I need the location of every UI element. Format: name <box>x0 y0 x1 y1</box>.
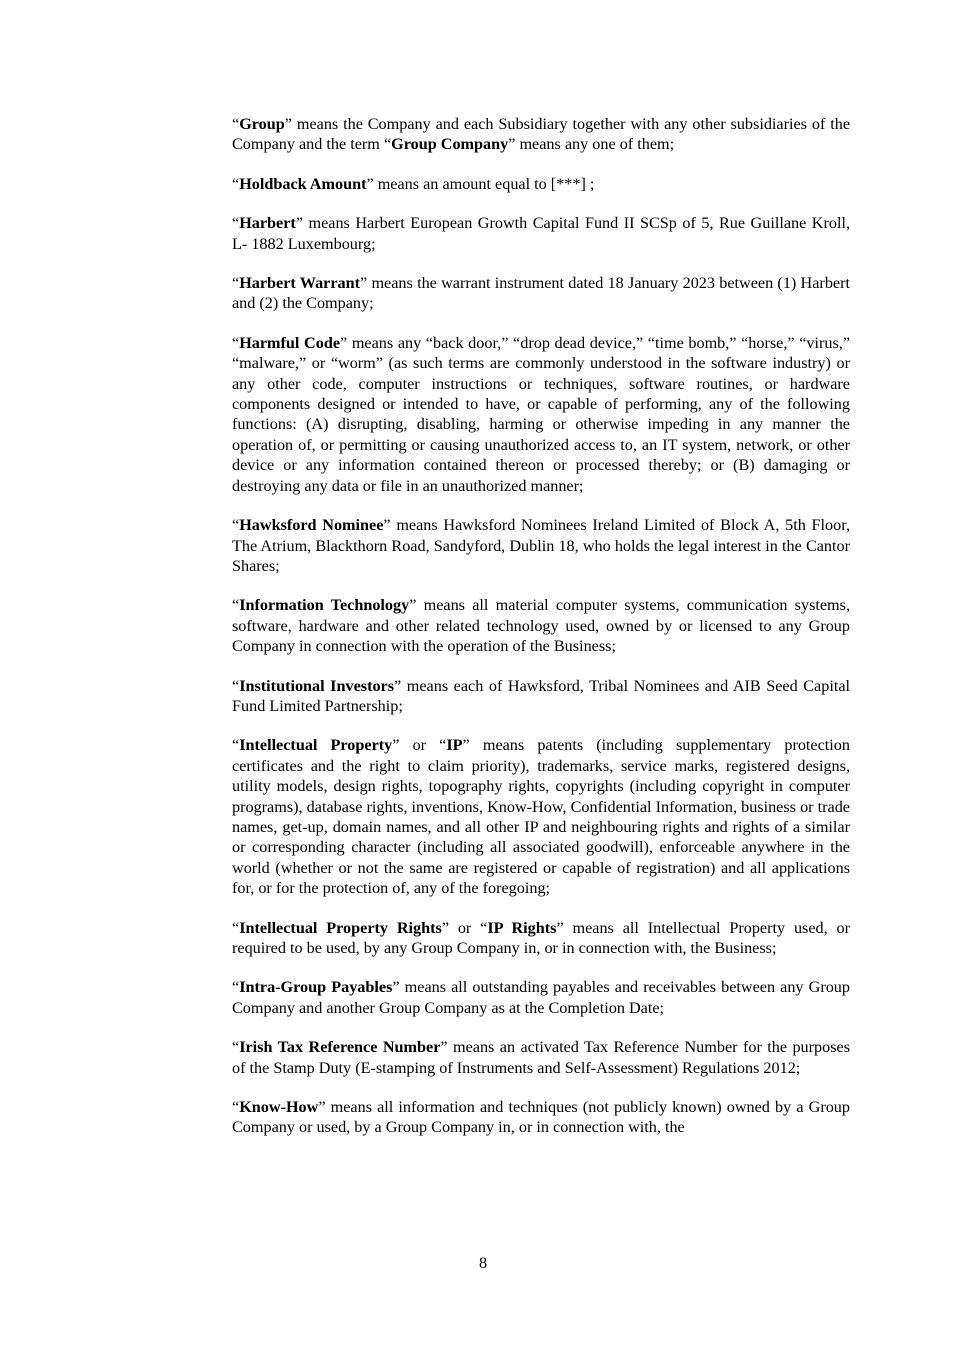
defined-term: Hawksford Nominee <box>239 516 384 535</box>
definition-text: “ <box>232 274 240 293</box>
definition-paragraph <box>232 213 850 254</box>
definition-paragraph <box>232 174 850 194</box>
defined-term: Harbert Warrant <box>239 274 361 293</box>
definition-text: ” means all outstanding payables and receivables between any Group Company and another Group Company as at the Completion Date; <box>232 978 850 1017</box>
definition-text: ” means the warrant instrument dated 18 January 2023 between (1) Harbert and (2) the Company; <box>232 274 850 313</box>
definition-paragraph <box>232 676 850 717</box>
definition-text: ” means any one of them; <box>508 135 675 154</box>
defined-term: IP Rights <box>487 918 557 937</box>
definition-text: “ <box>232 978 240 997</box>
defined-term: Information Technology <box>239 596 410 615</box>
defined-term: Holdback Amount <box>239 174 367 193</box>
definition-paragraph <box>232 1037 850 1078</box>
definition-paragraph <box>232 595 850 656</box>
definition-text: “ <box>232 516 240 535</box>
definition-paragraph <box>232 273 850 314</box>
definition-text: “ <box>232 115 240 133</box>
definition-text: ” or “ <box>392 736 447 755</box>
definition-text: “ <box>232 918 240 937</box>
definition-text: “ <box>232 333 240 352</box>
defined-term: Harbert <box>239 214 296 233</box>
definition-text: “ <box>232 596 240 615</box>
definition-text: “ <box>232 174 240 193</box>
definition-paragraph <box>232 977 850 1018</box>
definition-text: ” means Harbert European Growth Capital Fund II SCSp of 5, Rue Guillane Kroll, L- 1882 Luxembourg; <box>232 214 850 253</box>
defined-term: Group <box>239 115 285 133</box>
defined-term: Know-How <box>239 1098 319 1117</box>
definition-text: ” means patents (including supplementary protection certificates and the right to claim priority), trademarks, service marks, registered designs, utility models, design rights, topography rights, copyrights (including copyright in computer programs), database rights, inventions, Know-How, Confidential Information, business or trade names, get-up, domain names, and all other IP and neighbouring rights and rights of a similar or corresponding character (including all associated goodwill), enforceable anywhere in the world (whether or not the same are registered or capable of registration) and all applications for, or for the protection of, any of the foregoing; <box>232 736 850 898</box>
definition-text: “ <box>232 676 240 695</box>
definition-text: “ <box>232 214 240 233</box>
definition-paragraph <box>232 114 850 155</box>
defined-term: Intellectual Property <box>239 736 393 755</box>
definition-text: ” or “ <box>441 918 488 937</box>
definition-text: “ <box>232 1098 240 1117</box>
defined-term: Intra-Group Payables <box>239 978 393 997</box>
defined-term: IP <box>446 736 463 755</box>
definition-text: ” means all information and techniques (not publicly known) owned by a Group Company or used, by a Group Company in, or in connection with, the <box>232 1098 850 1137</box>
definition-text: ” means all Intellectual Property used, or required to be used, by any Group Company in, or in connection with, the Business; <box>232 918 850 957</box>
definition-paragraph <box>232 1097 850 1138</box>
definition-text: ” means all material computer systems, communication systems, software, hardware and other related technology used, owned by or licensed to any Group Company in connection with the operation of the Business; <box>232 596 850 656</box>
definition-text: “ <box>232 1038 240 1057</box>
definition-paragraph <box>232 918 850 959</box>
definition-paragraph <box>232 515 850 576</box>
defined-term: Irish Tax Reference Number <box>239 1038 441 1057</box>
defined-term: Intellectual Property Rights <box>239 918 442 937</box>
defined-term: Harmful Code <box>239 333 341 352</box>
definition-text: “ <box>232 736 240 755</box>
definition-text: ” means each of Hawksford, Tribal Nominees and AIB Seed Capital Fund Limited Partnership; <box>232 676 851 715</box>
defined-term: Institutional Investors <box>239 676 395 695</box>
definition-paragraph <box>232 735 850 898</box>
definitions-list <box>232 114 850 1157</box>
definition-text: ” means the Company and each Subsidiary together with any other subsidiaries of the Company and the term “ <box>232 115 850 154</box>
defined-term: Group Company <box>391 135 509 154</box>
definition-text: ” means Hawksford Nominees Ireland Limited of Block A, 5th Floor, The Atrium, Blackthorn Road, Sandyford, Dublin 18, who holds the legal interest in the Cantor Shares; <box>232 516 850 575</box>
definition-text: ” means an amount equal to [***] ; <box>366 174 595 193</box>
definition-text: ” means any “back door,” “drop dead device,” “time bomb,” “horse,” “virus,” “malware,” or “worm” (as such terms are commonly understood in the software industry) or any other code, computer instructions or techniques, software routines, or hardware components designed or intended to have, or capable of performing, any of the following functions: (A) disrupting, disabling, harming or otherwise impeding in any manner the operation of, or permitting or causing unauthorized access to, an IT system, network, or other device or any information contained thereon or processed thereby; or (B) damaging or destroying any data or file in an unauthorized manner; <box>232 333 850 495</box>
definition-text: ” means an activated Tax Reference Number for the purposes of the Stamp Duty (E-stamping of Instruments and Self-Assessment) Regulations 2012; <box>232 1038 850 1077</box>
definition-paragraph <box>232 333 850 496</box>
page-number: 8 <box>478 1254 488 1272</box>
